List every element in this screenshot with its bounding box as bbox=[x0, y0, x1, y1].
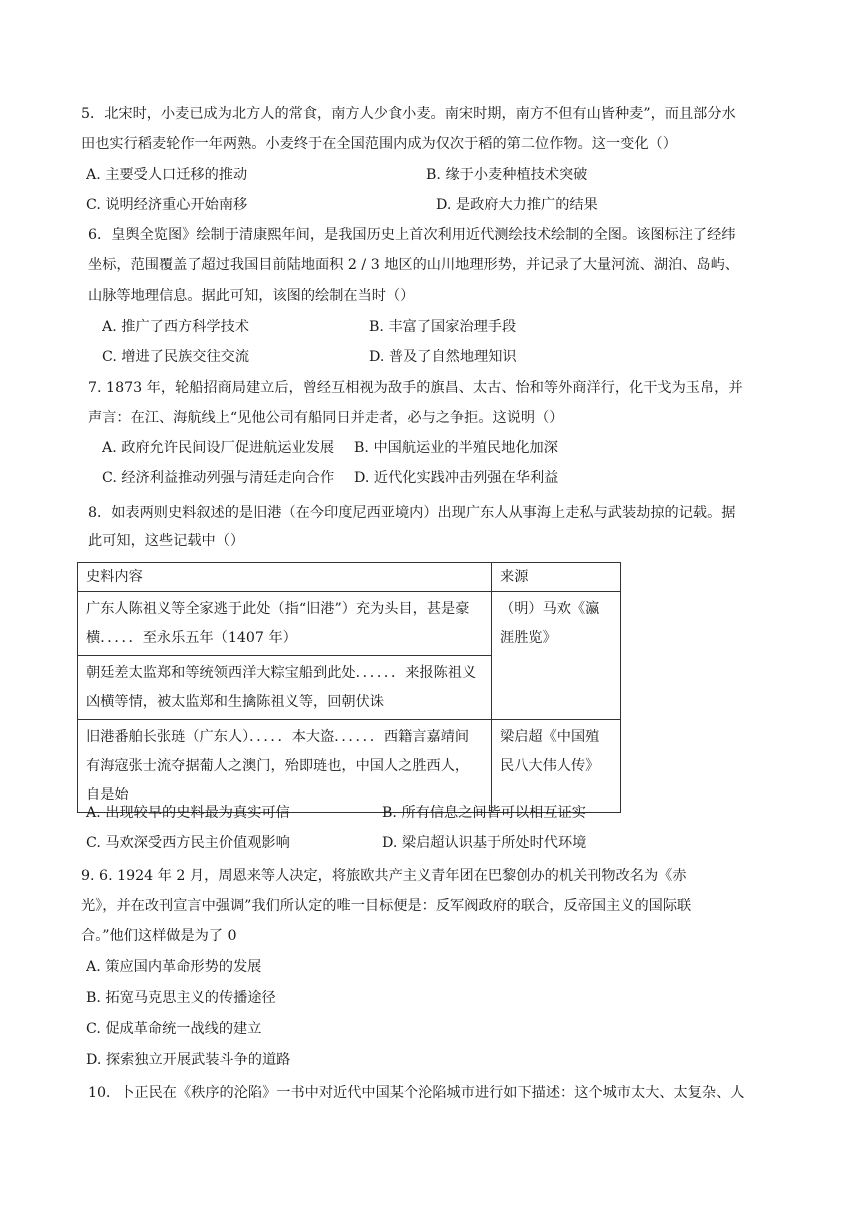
q6-option-b: B. 丰富了国家治理手段 bbox=[369, 319, 517, 335]
q8-option-b: B. 所有信息之间皆可以相互证实 bbox=[382, 805, 586, 821]
table-cell-content: 朝廷差太监郑和等统领西洋大粽宝船到此处．．．．．．来报陈祖义凶横等情，被太监郑和生擒陈祖义等，回朝伏诛 bbox=[78, 656, 492, 720]
q9-option-c: C. 促成革命统一战线的建立 bbox=[86, 1021, 262, 1037]
q7-option-a: A. 政府允许民间设厂促进航运业发展 bbox=[102, 440, 335, 456]
q8-option-a: A. 出现较早的史料最为真实可信 bbox=[86, 805, 290, 821]
q9-stem-line-2: 光》，并在改刊宣言中强调”我们所认定的唯一目标便是：反军阀政府的联合，反帝国主义的国际联 bbox=[81, 898, 692, 914]
q6-stem-line-3: 山脉等地理信息。据此可知，该图的绘制在当时（） bbox=[88, 288, 415, 304]
q7-stem-line-1: 7. 1873 年，轮船招商局建立后，曾经互相视为敌手的旗昌、太古、怡和等外商洋行，化干戈为玉帛，并 bbox=[88, 380, 743, 396]
q8-stem-line-2: 此可知，这些记载中（） bbox=[88, 533, 245, 549]
q6-stem-line-2: 坐标，范围覆盖了超过我国目前陆地面积 2 / 3 地区的山川地理形势，并记录了大量河流、湖泊、岛屿、 bbox=[88, 257, 739, 273]
q5-option-c: C. 说明经济重心开始南移 bbox=[86, 197, 248, 213]
q5-option-d: D. 是政府大力推广的结果 bbox=[436, 197, 598, 213]
q6-option-a: A. 推广了西方科学技术 bbox=[102, 319, 249, 335]
q9-option-d: D. 探索独立开展武装斗争的道路 bbox=[86, 1052, 291, 1068]
q5-stem-line-1: 5．北宋时，小麦已成为北方人的常食，南方人少食小麦。南宋时期，南方不但有山皆种麦”，而且部分水 bbox=[81, 106, 736, 122]
table-cell-content: 广东人陈祖义等全家逃于此处（指“旧港”）充为头目，甚是豪横．．．．．至永乐五年（1407 年） bbox=[78, 592, 492, 656]
q8-option-c: C. 马欢深受西方民主价值观影响 bbox=[86, 835, 290, 851]
q7-option-c: C. 经济利益推动列强与清廷走向合作 bbox=[102, 470, 335, 486]
source-table bbox=[77, 562, 621, 813]
q7-option-b: B. 中国航运业的半殖民地化加深 bbox=[354, 440, 558, 456]
q9-stem-line-3: 合。”他们这样做是为了 0 bbox=[81, 928, 237, 944]
table-cell-source: 梁启超《中国殖民八大伟人传》 bbox=[492, 720, 621, 813]
q8-option-d: D. 梁启超认识基于所处时代环境 bbox=[382, 835, 587, 851]
table-header-row bbox=[78, 563, 621, 592]
q5-stem-line-2: 田也实行稻麦轮作一年两熟。小麦终于在全国范围内成为仅次于稻的第二位作物。这一变化（） bbox=[81, 136, 677, 152]
q9-stem-line-1: 9. 6. 1924 年 2 月，周恩来等人决定，将旅欧共产主义青年团在巴黎创办的机关刊物改名为《赤 bbox=[81, 868, 687, 884]
table-cell-source: （明）马欢《瀛涯胜览》 bbox=[492, 592, 621, 720]
table-row bbox=[78, 720, 621, 813]
table-row bbox=[78, 592, 621, 656]
q7-stem-line-2: 声言：在江、海航线上“见他公司有船同日并走者，必与之争拒。这说明（） bbox=[88, 410, 564, 426]
q9-option-b: B. 拓宽马克思主义的传播途径 bbox=[86, 990, 276, 1006]
q5-option-b: B. 缘于小麦种植技术突破 bbox=[426, 167, 588, 183]
table-header-source: 来源 bbox=[492, 563, 621, 592]
q7-option-d: D. 近代化实践冲击列强在华利益 bbox=[354, 470, 559, 486]
q6-stem-line-1: 6．皇舆全览图》绘制于清康熙年间，是我国历史上首次利用近代测绘技术绘制的全图。该图标注了经纬 bbox=[88, 227, 736, 243]
q9-option-a: A. 策应国内革命形势的发展 bbox=[86, 959, 262, 975]
q6-option-d: D. 普及了自然地理知识 bbox=[369, 349, 517, 365]
q8-stem-line-1: 8．如表两则史料叙述的是旧港（在今印度尼西亚境内）出现广东人从事海上走私与武装劫掠的记载。据 bbox=[88, 505, 736, 521]
table-header-content: 史料内容 bbox=[78, 563, 492, 592]
table-cell-content: 旧港番舶长张琏（广东人）．．．．．本大盗．．．．．．西籍言嘉靖间有海寇张士流夺据葡人之澳门，殆即琏也，中国人之胜西人，自是始 bbox=[78, 720, 492, 813]
q10-stem-line-1: 10．卜正民在《秩序的沦陷》一书中对近代中国某个沦陷城市进行如下描述：这个城市太大、太复杂、人 bbox=[88, 1085, 745, 1101]
q5-option-a: A. 主要受人口迁移的推动 bbox=[86, 167, 248, 183]
q6-option-c: C. 增进了民族交往交流 bbox=[102, 349, 250, 365]
